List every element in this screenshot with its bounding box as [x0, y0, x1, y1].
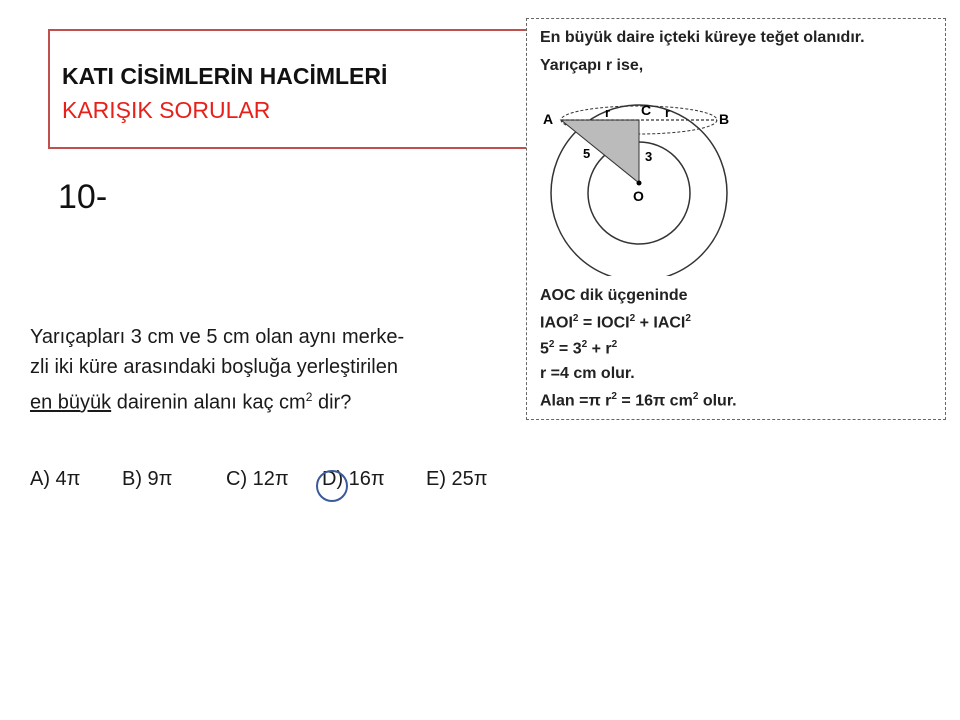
option-c[interactable]: C) 12π	[226, 468, 289, 490]
step-3-sup-2: 2	[581, 339, 588, 350]
option-a[interactable]: A) 4π	[30, 468, 81, 490]
label-o: O	[633, 188, 644, 204]
step-2-b: = IOCI	[578, 314, 630, 332]
sphere-diagram	[541, 101, 741, 276]
question-line-3-b: dir?	[312, 391, 352, 414]
solution-line-2: Yarıçapı r ise,	[540, 57, 644, 74]
step-2-c: + IACI	[635, 314, 686, 332]
label-b: B	[719, 111, 730, 127]
step-3-sup-1: 2	[548, 339, 555, 350]
question-line-2: zli iki küre arasındaki boşluğa yerleştirilen	[30, 356, 398, 378]
question-line-3-a: dairenin alanı kaç cm	[111, 391, 306, 414]
page-subtitle: KARIŞIK SORULAR	[62, 97, 271, 123]
question-number: 10-	[58, 178, 108, 216]
question-sup: 2	[305, 390, 313, 404]
solution-step-3	[540, 339, 617, 358]
label-five: 5	[583, 146, 591, 161]
option-b[interactable]: B) 9π	[122, 468, 173, 490]
step-5-sup-1: 2	[611, 391, 617, 402]
step-5-sup-2: 2	[692, 391, 699, 402]
point-o	[637, 181, 642, 186]
solution-step-1: AOC dik üçgeninde	[540, 287, 688, 304]
triangle-aoc	[561, 120, 639, 183]
title-box	[48, 29, 548, 149]
step-3-sup-3: 2	[611, 339, 618, 350]
step-3-a: 5	[540, 340, 549, 358]
solution-step-2	[540, 313, 691, 332]
step-3-c: + r	[587, 340, 612, 358]
question-text	[30, 322, 530, 418]
label-r-right: r	[665, 105, 671, 120]
option-d[interactable]: D) 16π	[322, 468, 385, 490]
solution-panel	[526, 18, 946, 420]
step-2-sup-1: 2	[572, 313, 579, 324]
label-a: A	[543, 111, 554, 127]
step-5-a: Alan =π r	[540, 392, 612, 410]
page-title: KATI CİSİMLERİN HACİMLERİ	[62, 63, 388, 89]
step-5-c: olur.	[698, 392, 737, 410]
label-r-left: r	[605, 105, 611, 120]
option-e[interactable]: E) 25π	[426, 468, 488, 490]
underlined-text: en büyük	[30, 391, 112, 414]
question-line-3	[30, 382, 530, 418]
label-c: C	[641, 102, 652, 118]
question-line-1: Yarıçapları 3 cm ve 5 cm olan aynı merke-	[30, 326, 405, 348]
label-three: 3	[645, 149, 653, 164]
step-2-sup-3: 2	[685, 313, 691, 324]
solution-line-1: En büyük daire içteki küreye teğet olanıdır.	[540, 29, 865, 46]
step-3-b: = 3	[554, 340, 582, 358]
step-5-b: = 16π cm	[616, 392, 693, 410]
selected-answer-circle	[316, 470, 348, 502]
step-2-a: IAOI	[540, 314, 573, 332]
solution-step-4: r =4 cm olur.	[540, 365, 635, 382]
solution-step-5	[540, 391, 737, 410]
step-2-sup-2: 2	[629, 313, 636, 324]
